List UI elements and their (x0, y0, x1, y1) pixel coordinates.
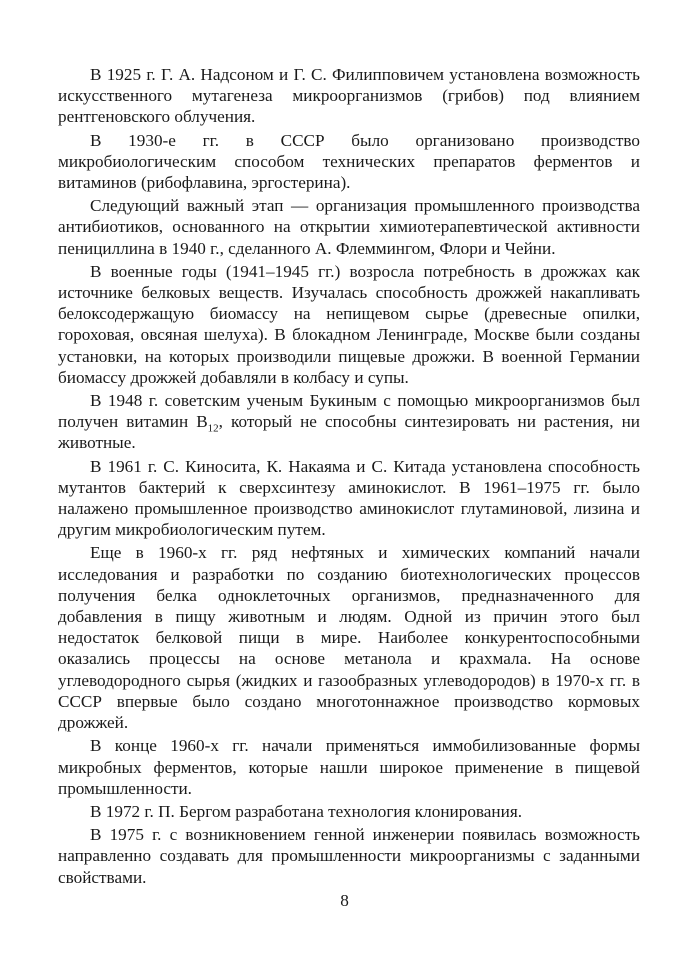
paragraph-text: , который не способны синтезировать ни растения, ни животные. (58, 412, 640, 453)
paragraph: Еще в 1960-х гг. ряд нефтяных и химических компаний начали исследования и разработки по созданию биотехнологических процессов получения белка одноклеточных организмов, предназначенного для добавления в пищу животным и людям. Одной из причин этого был недостаток белковой пищи в мире. Наиболее конкурентоспособными оказались процессы на основе метанола и крахмала. На основе углеводородного сырья (жидких и газообразных углеводородов) в 1970-х гг. в СССР впервые было создано многотоннажное производство кормовых дрожжей. (58, 543, 640, 733)
subscript: 12 (207, 422, 219, 435)
paragraph: В конце 1960-х гг. начали применяться иммобилизованные формы микробных ферментов, которые нашли широкое применение в пищевой промышленности. (58, 736, 640, 798)
paragraph: В 1975 г. с возникновением генной инженерии появилась возможность направленно создавать для промышленности микроорганизмы с заданными свойствами. (58, 825, 640, 887)
paragraph-text: В 1948 г. советским ученым Букиным с помощью микроорганизмов был получен витамин В (58, 391, 640, 432)
document-body (58, 64, 640, 890)
paragraph: В 1961 г. С. Киносита, К. Накаяма и С. Китада установлена способность мутантов бактерий к сверхсинтезу аминокислот. В 1961–1975 гг. было налажено промышленное производство аминокислот глутаминовой, лизина и другим микробиологическим путем. (58, 456, 640, 540)
paragraph: Следующий важный этап — организация промышленного производства антибиотиков, основанного на открытии химиотерапевтической активности пенициллина в 1940 г., сделанного А. Флеммингом, Флори и Чейни. (58, 196, 640, 258)
paragraph: В военные годы (1941–1945 гг.) возросла потребность в дрожжах как источнике белковых веществ. Изучалась способность дрожжей накапливать белоксодержащую биомассу на непищевом сырье (древесные опилки, гороховая, овсяная шелуха). В блокадном Ленинграде, Москве были созданы установки, на которых производили пищевые дрожжи. В военной Германии биомассу дрожжей добавляли в колбасу и супы. (58, 261, 640, 387)
page-number: 8 (340, 891, 349, 910)
paragraph: В 1925 г. Г. А. Надсоном и Г. С. Филипповичем установлена возможность искусственного мутагенеза микроорганизмов (грибов) под влиянием рентгеновского облучения. (58, 65, 640, 127)
paragraph: В 1972 г. П. Бергом разработана технология клонирования. (90, 801, 523, 821)
paragraph: В 1930-е гг. в СССР было организовано производство микробиологическим способом технических препаратов ферментов и витаминов (рибофлавина, эргостерина). (58, 130, 640, 193)
paragraph-vitamin-b12 (58, 390, 640, 454)
